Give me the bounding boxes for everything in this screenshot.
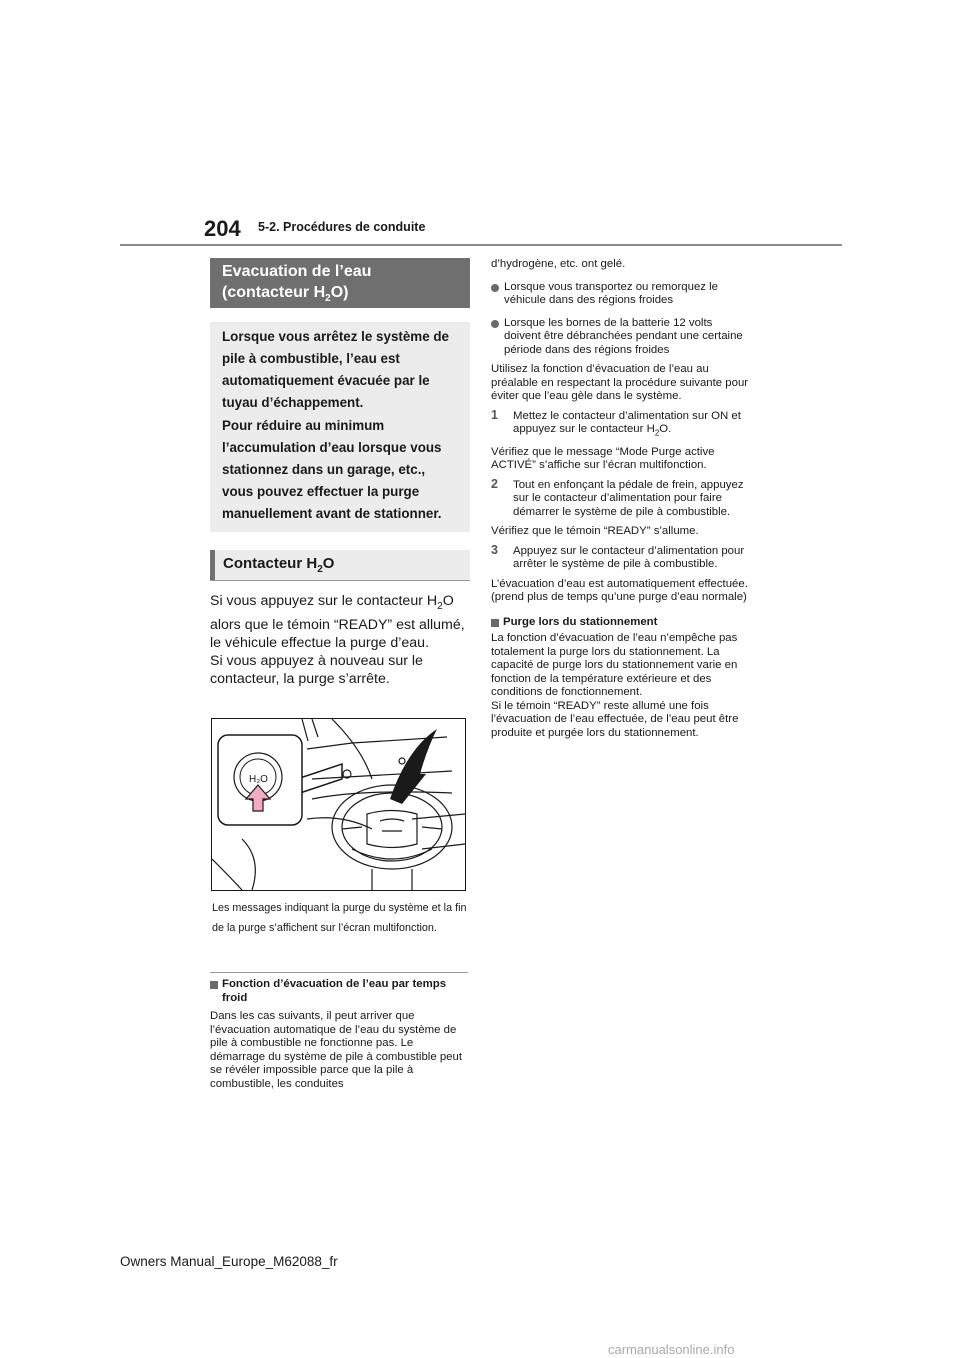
subsection-rule xyxy=(210,580,470,581)
switch-description-line xyxy=(210,592,472,652)
parking-text: La fonction d’évacuation de l’eau n’empêche pas totalement la purge lors du stationnement. La capacité de purge lors du stationnement varie en fonction de la température extérieure et des conditions de fonctionnement. xyxy=(491,632,738,699)
cold-weather-text: Dans les cas suivants, il peut arriver que l’évacuation automatique de l’eau du système de pile à combustible ne fonctionne pas. Le démarrage du système de pile à combustible peut se révéler impossible parce que la pile à combustible, les conduites xyxy=(210,1010,463,1090)
text: O xyxy=(442,593,454,609)
dashboard-illustration xyxy=(211,718,466,891)
step-1 xyxy=(491,407,749,440)
step-text: Mettez le contacteur d’alimentation sur ON et appuyez sur le contacteur H xyxy=(513,409,741,435)
step-text-end: O. xyxy=(659,423,672,435)
watermark: carmanualsonline.info xyxy=(608,1342,735,1357)
caption-text: Les messages indiquant la purge du système et la fin de la purge s’affichent sur l’écran multifonction. xyxy=(212,902,467,934)
text: Si vous appuyez sur le contacteur H xyxy=(210,593,438,609)
verification-2: Vérifiez que le témoin “READY” s’allume. xyxy=(491,525,699,538)
subscript: 2 xyxy=(437,600,443,612)
step-text: Appuyez sur le contacteur d’alimentation pour arrêter le système de pile à combustible. xyxy=(513,544,745,571)
list-item: Lorsque les bornes de la batterie 12 volts doivent être débranchées pendant une certaine période dans des régions froides xyxy=(491,317,749,358)
step-number: 3 xyxy=(491,542,498,557)
switch-description xyxy=(210,592,472,688)
figure-caption xyxy=(212,898,470,938)
cold-weather-heading: Fonction d’évacuation de l’eau par temps froid xyxy=(210,978,468,1005)
header-rule xyxy=(120,244,842,246)
step-text: Tout en enfonçant la pédale de frein, appuyez sur le contacteur d’alimentation pour faire démarrer le système de pile à combustible. xyxy=(513,478,744,518)
section-title-line2 xyxy=(222,282,470,309)
subscript: 2 xyxy=(654,428,660,438)
section-path: 5-2. Procédures de conduite xyxy=(258,220,426,234)
step-3 xyxy=(491,542,749,572)
section-title-text: (contacteur H xyxy=(222,284,326,301)
page-number: 204 xyxy=(204,216,241,241)
step-number: 1 xyxy=(491,407,498,422)
right-column xyxy=(491,258,749,740)
text: alors que le témoin “READY” est allumé, le véhicule effectue la purge d’eau. xyxy=(210,616,465,651)
section-title xyxy=(210,258,470,308)
step-number: 2 xyxy=(491,476,498,491)
procedure-intro: Utilisez la fonction d’évacuation de l’eau au préalable en respectant la procédure suivante pour éviter que l’eau gèle dans le système. xyxy=(491,363,749,402)
manual-name: Owners Manual_Europe_M62088_fr xyxy=(120,1254,338,1269)
switch-description-2: Si vous appuyez à nouveau sur le contacteur, la purge s’arrête. xyxy=(210,652,423,687)
subsection-title xyxy=(210,550,470,580)
divider xyxy=(210,972,468,973)
h2o-button-label: H₂O xyxy=(249,774,268,785)
intro-paragraph-1: Lorsque vous arrêtez le système de pile à combustible, l’eau est automatiquement évacuée par le tuyau d’échappement. xyxy=(222,329,449,410)
intro-paragraph-2: Pour réduire au minimum l’accumulation d’eau lorsque vous stationnez dans un garage, etc., vous pouvez effectuer la purge manuellement avant de stationner. xyxy=(222,418,442,521)
subsection-title-text: Contacteur H xyxy=(223,555,318,572)
list-item: Lorsque vous transportez ou remorquez le véhicule dans des régions froides xyxy=(491,281,749,308)
cold-weather-section xyxy=(210,978,468,1091)
dashboard-drawing xyxy=(212,719,465,890)
subscript: 2 xyxy=(317,564,323,575)
section-title-line1: Evacuation de l’eau xyxy=(222,263,372,280)
continued-text: d’hydrogène, etc. ont gelé. xyxy=(491,258,626,270)
subscript: 2 xyxy=(325,293,331,305)
parking-heading: Purge lors du stationnement xyxy=(491,616,749,630)
intro-box xyxy=(210,322,470,532)
subsection-title-text-end: O xyxy=(322,555,335,572)
parking-text-2: Si le témoin “READY” reste allumé une fois l’évacuation de l’eau effectuée, de l’eau peut être produite et purgée lors du stationnement. xyxy=(491,699,739,739)
step-2 xyxy=(491,476,749,520)
auto-evacuation-text: L’évacuation d’eau est automatiquement effectuée. (prend plus de temps qu’une purge d’eau normale) xyxy=(491,577,748,604)
verification-1: Vérifiez que le message “Mode Purge active ACTIVÉ” s’affiche sur l’écran multifonction. xyxy=(491,445,715,472)
section-title-text-end: O) xyxy=(330,284,349,301)
